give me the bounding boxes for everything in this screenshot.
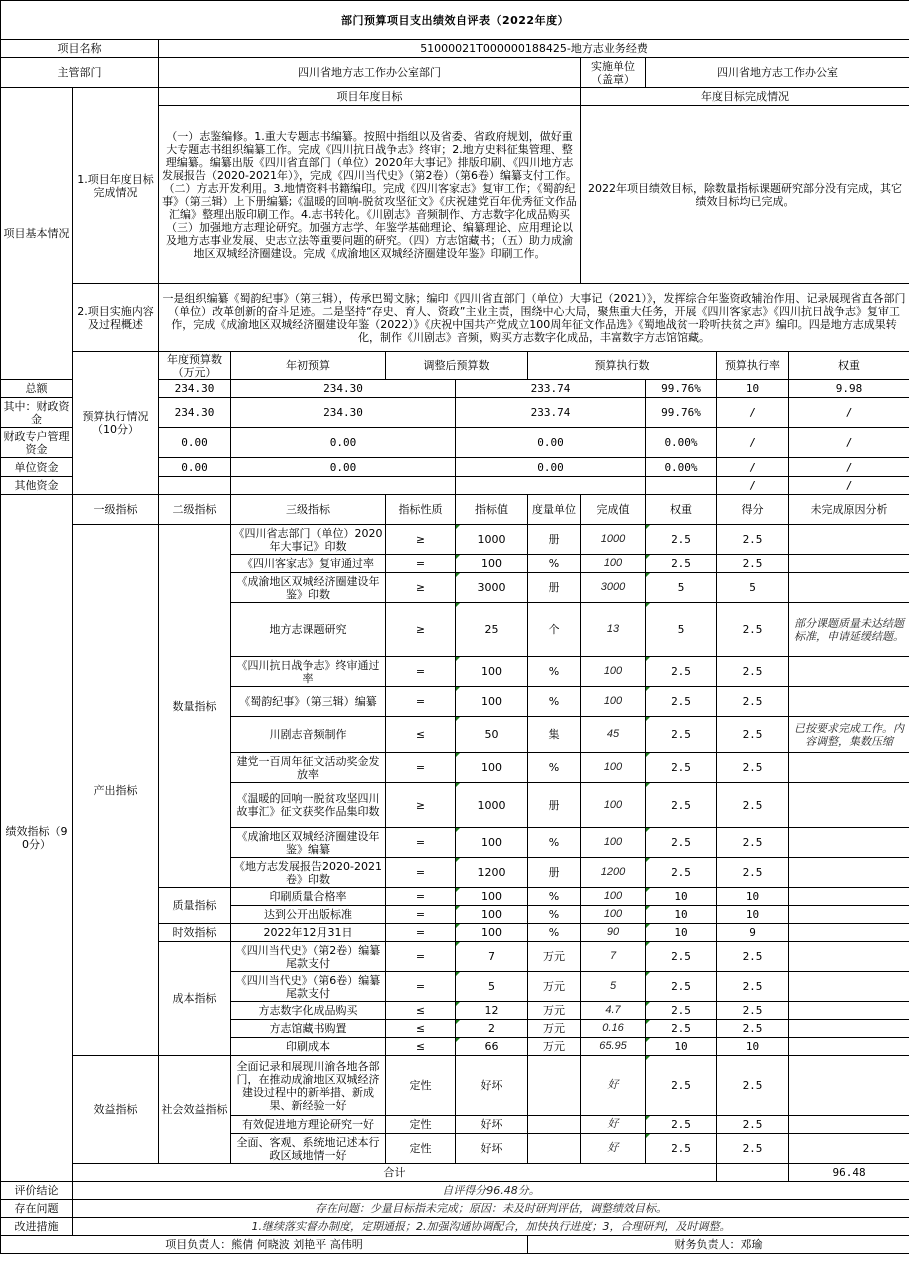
indicator-weight: 10 <box>646 1038 717 1056</box>
budget-initial: 0.00 <box>159 458 231 477</box>
indicator-unit: 万元 <box>528 942 581 972</box>
indicator-actual: 90 <box>581 924 646 942</box>
perf-header-value: 指标值 <box>456 495 528 525</box>
indicator-score: 2.5 <box>717 828 789 858</box>
indicator-weight: 2.5 <box>646 972 717 1002</box>
indicator-weight: 2.5 <box>646 1056 717 1116</box>
budget-category: 其他资金 <box>1 477 73 495</box>
indicator-nature: ≤ <box>386 1020 456 1038</box>
indicator-nature: ≥ <box>386 525 456 555</box>
indicator-value: 25 <box>456 603 528 657</box>
indicator-nature: = <box>386 657 456 687</box>
indicator-weight: 2.5 <box>646 858 717 888</box>
indicator-name: 有效促进地方理论研究一好 <box>231 1116 386 1134</box>
indicator-reason <box>789 1134 909 1164</box>
indicator-actual: 100 <box>581 555 646 573</box>
indicator-name: 川剧志音频制作 <box>231 717 386 753</box>
indicator-nature: 定性 <box>386 1134 456 1164</box>
indicator-weight: 2.5 <box>646 687 717 717</box>
indicator-reason <box>789 525 909 555</box>
indicator-name: 建党一百周年征文活动奖金发放率 <box>231 753 386 783</box>
issues-text: 存在问题：少量目标指未完成；原因：未及时研判评估，调整绩效目标。 <box>73 1200 909 1218</box>
indicator-unit <box>528 1056 581 1116</box>
indicator-actual: 45 <box>581 717 646 753</box>
level1-output: 产出指标 <box>73 525 159 1056</box>
indicator-value: 100 <box>456 555 528 573</box>
indicator-score: 9 <box>717 924 789 942</box>
performance-section-label: 绩效指标（90分） <box>1 495 73 1182</box>
level2-cost: 成本指标 <box>159 942 231 1056</box>
budget-weight: / <box>717 477 789 495</box>
indicator-value: 好坏 <box>456 1134 528 1164</box>
budget-header-rate: 预算执行率 <box>717 352 789 380</box>
budget-adjusted: 0.00 <box>231 458 456 477</box>
indicator-name: 方志数字化成品购买 <box>231 1002 386 1020</box>
indicator-reason <box>789 888 909 906</box>
budget-adjusted: 0.00 <box>231 428 456 458</box>
budget-rate <box>646 477 717 495</box>
project-name-label: 项目名称 <box>1 40 159 58</box>
indicator-actual: 100 <box>581 657 646 687</box>
indicator-name: 《四川当代史》（第6卷）编纂尾款支付 <box>231 972 386 1002</box>
indicator-value: 5 <box>456 972 528 1002</box>
budget-rate: 0.00% <box>646 428 717 458</box>
impl-unit-label: 实施单位（盖章） <box>581 58 646 88</box>
indicator-value: 50 <box>456 717 528 753</box>
indicator-value: 1000 <box>456 525 528 555</box>
indicator-weight: 2.5 <box>646 828 717 858</box>
budget-score: / <box>789 458 909 477</box>
indicator-actual: 0.16 <box>581 1020 646 1038</box>
indicator-nature: = <box>386 942 456 972</box>
indicator-actual: 好 <box>581 1116 646 1134</box>
budget-score: / <box>789 477 909 495</box>
indicator-value: 66 <box>456 1038 528 1056</box>
indicator-score: 2.5 <box>717 972 789 1002</box>
indicator-unit: % <box>528 753 581 783</box>
conclusion-label: 评价结论 <box>1 1182 73 1200</box>
indicator-reason <box>789 942 909 972</box>
indicator-value: 100 <box>456 753 528 783</box>
indicator-weight: 5 <box>646 573 717 603</box>
budget-category: 单位资金 <box>1 458 73 477</box>
budget-score: / <box>789 428 909 458</box>
perf-header-level3: 三级指标 <box>231 495 386 525</box>
perf-header-unit: 度量单位 <box>528 495 581 525</box>
indicator-score: 2.5 <box>717 657 789 687</box>
indicator-name: 地方志课题研究 <box>231 603 386 657</box>
indicator-nature: = <box>386 555 456 573</box>
indicator-reason <box>789 828 909 858</box>
indicator-value: 1200 <box>456 858 528 888</box>
indicator-reason <box>789 924 909 942</box>
indicator-actual: 7 <box>581 942 646 972</box>
level2-social: 社会效益指标 <box>159 1056 231 1164</box>
indicator-name: 《蜀韵纪事》（第三辑）编纂 <box>231 687 386 717</box>
level2-timeliness: 时效指标 <box>159 924 231 942</box>
budget-weight: / <box>717 428 789 458</box>
indicator-actual: 1000 <box>581 525 646 555</box>
indicator-name: 《四川当代史》（第2卷）编纂尾款支付 <box>231 942 386 972</box>
perf-header-reason: 未完成原因分析 <box>789 495 909 525</box>
indicator-score: 2.5 <box>717 1002 789 1020</box>
perf-header-weight: 权重 <box>646 495 717 525</box>
dept-value: 四川省地方志工作办公室部门 <box>159 58 581 88</box>
budget-score: 9.98 <box>789 380 909 398</box>
indicator-name: 《四川客家志》复审通过率 <box>231 555 386 573</box>
indicator-actual: 4.7 <box>581 1002 646 1020</box>
budget-category: 总额 <box>1 380 73 398</box>
total-weight <box>717 1164 789 1182</box>
indicator-nature: ≤ <box>386 1038 456 1056</box>
perf-header-score: 得分 <box>717 495 789 525</box>
indicator-nature: = <box>386 888 456 906</box>
indicator-reason <box>789 657 909 687</box>
indicator-reason <box>789 906 909 924</box>
indicator-score: 2.5 <box>717 717 789 753</box>
indicator-nature: ≤ <box>386 1002 456 1020</box>
indicator-actual: 好 <box>581 1056 646 1116</box>
indicator-reason <box>789 1002 909 1020</box>
indicator-row <box>1 525 909 555</box>
indicator-nature: = <box>386 687 456 717</box>
budget-rate: 99.76% <box>646 380 717 398</box>
indicator-name: 《成渝地区双城经济圈建设年鉴》印数 <box>231 573 386 603</box>
indicator-nature: ≥ <box>386 783 456 828</box>
improve-text: 1.继续落实督办制度，定期通报；2.加强沟通协调配合，加快执行进度；3，合理研判，及时调整。 <box>73 1218 909 1236</box>
budget-initial <box>159 477 231 495</box>
indicator-unit: % <box>528 906 581 924</box>
indicator-unit: 册 <box>528 858 581 888</box>
budget-initial: 234.30 <box>159 398 231 428</box>
issues-label: 存在问题 <box>1 1200 73 1218</box>
indicator-score: 2.5 <box>717 1056 789 1116</box>
indicator-nature: = <box>386 828 456 858</box>
budget-initial: 234.30 <box>159 380 231 398</box>
indicator-name: 印刷成本 <box>231 1038 386 1056</box>
indicator-score: 2.5 <box>717 1020 789 1038</box>
indicator-value: 2 <box>456 1020 528 1038</box>
indicator-unit: 万元 <box>528 1002 581 1020</box>
indicator-unit: % <box>528 888 581 906</box>
indicator-value: 100 <box>456 687 528 717</box>
indicator-reason <box>789 1020 909 1038</box>
indicator-value: 100 <box>456 888 528 906</box>
budget-category: 其中：财政资金 <box>1 398 73 428</box>
perf-header-actual: 完成值 <box>581 495 646 525</box>
indicator-name: 《四川抗日战争志》终审通过率 <box>231 657 386 687</box>
indicator-actual: 100 <box>581 753 646 783</box>
indicator-actual: 100 <box>581 687 646 717</box>
indicator-unit: 万元 <box>528 1038 581 1056</box>
indicator-weight: 2.5 <box>646 1020 717 1038</box>
indicator-unit: % <box>528 924 581 942</box>
perf-header-nature: 指标性质 <box>386 495 456 525</box>
indicator-actual: 好 <box>581 1134 646 1164</box>
indicator-nature: = <box>386 972 456 1002</box>
budget-rate: 99.76% <box>646 398 717 428</box>
indicator-unit: % <box>528 828 581 858</box>
budget-adjusted: 234.30 <box>231 380 456 398</box>
indicator-name: 印刷质量合格率 <box>231 888 386 906</box>
budget-weight: / <box>717 398 789 428</box>
indicator-name: 全面记录和展现川渝各地各部门，在推动成渝地区双城经济建设过程中的新举措、新成果、新经验一好 <box>231 1056 386 1116</box>
budget-executed <box>456 477 646 495</box>
indicator-unit: 册 <box>528 573 581 603</box>
level2-quality: 质量指标 <box>159 888 231 924</box>
indicator-unit: 万元 <box>528 972 581 1002</box>
indicator-unit: % <box>528 687 581 717</box>
budget-header-category: 年度预算数（万元） <box>159 352 231 380</box>
indicator-name: 《成渝地区双城经济圈建设年鉴》编纂 <box>231 828 386 858</box>
indicator-score: 2.5 <box>717 783 789 828</box>
indicator-score: 2.5 <box>717 525 789 555</box>
indicator-nature: 定性 <box>386 1056 456 1116</box>
indicator-unit: % <box>528 555 581 573</box>
indicator-weight: 2.5 <box>646 753 717 783</box>
indicator-value: 100 <box>456 906 528 924</box>
indicator-score: 2.5 <box>717 942 789 972</box>
indicator-score: 10 <box>717 888 789 906</box>
indicator-value: 好坏 <box>456 1116 528 1134</box>
completion-header: 年度目标完成情况 <box>581 88 909 106</box>
budget-executed: 233.74 <box>456 398 646 428</box>
indicator-unit: 册 <box>528 525 581 555</box>
indicator-weight: 2.5 <box>646 783 717 828</box>
indicator-weight: 2.5 <box>646 1116 717 1134</box>
indicator-unit: 册 <box>528 783 581 828</box>
indicator-name: 2022年12月31日 <box>231 924 386 942</box>
indicator-reason: 部分课题质量未达结题标准，申请延缓结题。 <box>789 603 909 657</box>
budget-weight: 10 <box>717 380 789 398</box>
indicator-value: 100 <box>456 828 528 858</box>
indicator-weight: 2.5 <box>646 657 717 687</box>
item2-label: 2.项目实施内容及过程概述 <box>73 284 159 352</box>
indicator-unit: 个 <box>528 603 581 657</box>
budget-adjusted: 234.30 <box>231 398 456 428</box>
indicator-actual: 100 <box>581 828 646 858</box>
indicator-nature: = <box>386 906 456 924</box>
indicator-weight: 5 <box>646 603 717 657</box>
indicator-reason: 已按要求完成工作。内容调整，集数压缩 <box>789 717 909 753</box>
budget-adjusted <box>231 477 456 495</box>
indicator-weight: 2.5 <box>646 717 717 753</box>
indicator-reason <box>789 1116 909 1134</box>
indicator-unit: 万元 <box>528 1020 581 1038</box>
indicator-unit: 集 <box>528 717 581 753</box>
improve-label: 改进措施 <box>1 1218 73 1236</box>
budget-executed: 233.74 <box>456 380 646 398</box>
budget-header-executed: 预算执行数 <box>528 352 717 380</box>
indicator-actual: 100 <box>581 906 646 924</box>
indicator-nature: ≥ <box>386 573 456 603</box>
indicator-nature: ≤ <box>386 717 456 753</box>
indicator-value: 100 <box>456 924 528 942</box>
impl-unit-value: 四川省地方志工作办公室 <box>646 58 909 88</box>
indicator-score: 5 <box>717 573 789 603</box>
indicator-value: 100 <box>456 657 528 687</box>
indicator-value: 7 <box>456 942 528 972</box>
budget-score: / <box>789 398 909 428</box>
finance-lead: 财务负责人：邓瑜 <box>528 1236 909 1254</box>
indicator-reason <box>789 783 909 828</box>
total-score: 96.48 <box>789 1164 909 1182</box>
indicator-score: 2.5 <box>717 687 789 717</box>
indicator-reason <box>789 555 909 573</box>
indicator-score: 2.5 <box>717 858 789 888</box>
indicator-value: 12 <box>456 1002 528 1020</box>
indicator-weight: 10 <box>646 888 717 906</box>
budget-category: 财政专户管理资金 <box>1 428 73 458</box>
perf-header-level2: 二级指标 <box>159 495 231 525</box>
indicator-score: 2.5 <box>717 603 789 657</box>
budget-initial: 0.00 <box>159 428 231 458</box>
indicator-weight: 2.5 <box>646 1002 717 1020</box>
indicator-reason <box>789 858 909 888</box>
indicator-name: 达到公开出版标准 <box>231 906 386 924</box>
indicator-value: 1000 <box>456 783 528 828</box>
indicator-actual: 3000 <box>581 573 646 603</box>
indicator-nature: = <box>386 753 456 783</box>
indicator-unit: % <box>528 657 581 687</box>
indicator-name: 方志馆藏书购置 <box>231 1020 386 1038</box>
basic-section-label: 项目基本情况 <box>1 88 73 380</box>
indicator-name: 《四川省志部门（单位）2020年大事记》印数 <box>231 525 386 555</box>
budget-executed: 0.00 <box>456 428 646 458</box>
item2-text: 一是组织编纂《蜀韵纪事》（第三辑），传承巴蜀文脉；编印《四川省直部门（单位）大事记（2021）》，发挥综合年鉴资政辅治作用、记录展现省直各部门（单位）改革创新的奋斗足迹。二是坚持“存史、育人、资政”主业主责，围绕中心大局，聚焦重大任务，开展《四川客家志》《四川抗日战争志》复审工作，完成《成渝地区双城经济圈建设年鉴（2022）》《庆祝中国共产党成立100周年征文作品选》《蜀地战贫一聆听扶贫之声》编印。四是地方志成果转化，制作《川剧志》音频，购买方志数字化成品，丰富数字方志馆馆藏。 <box>159 284 909 352</box>
indicator-weight: 10 <box>646 906 717 924</box>
indicator-score: 2.5 <box>717 1134 789 1164</box>
indicator-score: 2.5 <box>717 753 789 783</box>
budget-rate: 0.00% <box>646 458 717 477</box>
indicator-reason <box>789 573 909 603</box>
budget-header-weight: 权重 <box>789 352 909 380</box>
indicator-value: 好坏 <box>456 1056 528 1116</box>
indicator-weight: 2.5 <box>646 1134 717 1164</box>
indicator-reason <box>789 753 909 783</box>
indicator-weight: 2.5 <box>646 555 717 573</box>
indicator-nature: ≥ <box>386 603 456 657</box>
indicator-unit <box>528 1134 581 1164</box>
indicator-reason <box>789 687 909 717</box>
indicator-reason <box>789 1056 909 1116</box>
indicator-name: 《温暖的回响一脱贫攻坚四川故事汇》征文获奖作品集印数 <box>231 783 386 828</box>
indicator-score: 2.5 <box>717 555 789 573</box>
budget-weight: / <box>717 458 789 477</box>
indicator-name: 全面、客观、系统地记述本行政区域地情一好 <box>231 1134 386 1164</box>
level2-quantity: 数量指标 <box>159 525 231 888</box>
budget-header-initial: 年初预算 <box>231 352 386 380</box>
indicator-actual: 5 <box>581 972 646 1002</box>
indicator-nature: = <box>386 924 456 942</box>
item1-completion-text: 2022年项目绩效目标，除数量指标课题研究部分没有完成，其它绩效目标均已完成。 <box>581 106 909 284</box>
indicator-score: 10 <box>717 1038 789 1056</box>
budget-executed: 0.00 <box>456 458 646 477</box>
indicator-nature: 定性 <box>386 1116 456 1134</box>
conclusion-text: 自评得分96.48分。 <box>73 1182 909 1200</box>
indicator-actual: 1200 <box>581 858 646 888</box>
indicator-score: 2.5 <box>717 1116 789 1134</box>
perf-header-level1: 一级指标 <box>73 495 159 525</box>
indicator-unit <box>528 1116 581 1134</box>
indicator-actual: 65.95 <box>581 1038 646 1056</box>
project-name-value: 51000021T000000188425-地方志业务经费 <box>159 40 909 58</box>
indicator-weight: 10 <box>646 924 717 942</box>
budget-header-adjusted: 调整后预算数 <box>386 352 528 380</box>
item1-goal-text: （一）志鉴编修。1.重大专题志书编纂。按照中指组以及省委、省政府规划，做好重大专题志书组织编纂工作。完成《四川抗日战争志》终审；2.地方史料征集管理、整理编纂。编纂出版《四川省直部门（单位）2020年大事记》排版印刷、《四川地方志发展报告（2020-2021年）》，完成《四川当代史》（第2卷）（第6卷）编纂支付工作。（二）方志开发利用。3.地情资料书籍编印。完成《四川客家志》复审工作；《蜀韵纪事》（第三辑）上下册编纂;《温暖的回响-脱贫攻坚征文》《庆祝建党百年优秀征文作品汇编》整理出版印刷工作。4.志书转化。《川剧志》音频制作、方志数字化成品购买（三）加强地方志理论研究。加强方志学、年鉴学基础理论、编纂理论、应用理论以及地方志事业发展、史志立法等重要问题的研究。（四）方志馆藏书；（五）助力成渝地区双城经济圈建设。完成《成渝地区双城经济圈建设年鉴》印刷工作。 <box>159 106 581 284</box>
indicator-weight: 2.5 <box>646 942 717 972</box>
goal-header: 项目年度目标 <box>159 88 581 106</box>
indicator-value: 3000 <box>456 573 528 603</box>
indicator-actual: 13 <box>581 603 646 657</box>
indicator-name: 《地方志发展报告2020-2021卷》印数 <box>231 858 386 888</box>
level1-benefit: 效益指标 <box>73 1056 159 1164</box>
project-lead: 项目负责人：熊倩 何晓波 刘艳平 高伟明 <box>1 1236 528 1254</box>
total-label: 合计 <box>73 1164 717 1182</box>
indicator-row <box>1 1056 909 1116</box>
dept-label: 主管部门 <box>1 58 159 88</box>
page-title: 部门预算项目支出绩效自评表（2022年度） <box>1 1 909 40</box>
indicator-actual: 100 <box>581 783 646 828</box>
indicator-score: 10 <box>717 906 789 924</box>
indicator-actual: 100 <box>581 888 646 906</box>
indicator-reason <box>789 1038 909 1056</box>
item1-label: 1.项目年度目标完成情况 <box>73 88 159 284</box>
budget-section-label: 预算执行情况（10分） <box>73 352 159 495</box>
indicator-weight: 2.5 <box>646 525 717 555</box>
indicator-nature: = <box>386 858 456 888</box>
indicator-reason <box>789 972 909 1002</box>
